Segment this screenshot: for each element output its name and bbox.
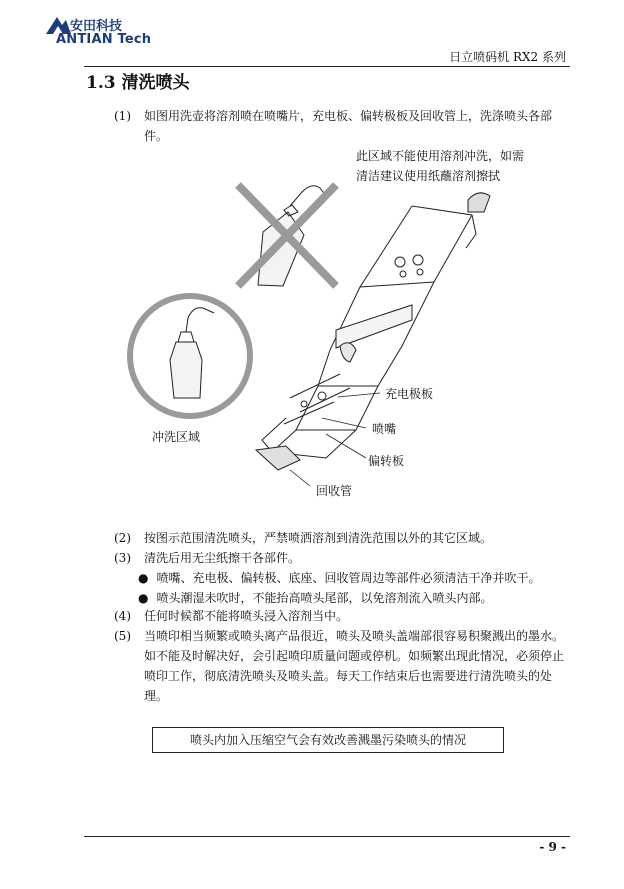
item-number: (5) xyxy=(114,629,131,643)
page-number: - 9 - xyxy=(539,840,566,854)
bullet-icon: ● xyxy=(138,591,149,605)
footer-divider xyxy=(84,836,570,837)
leader-lines xyxy=(290,393,380,486)
logo-english-text: ANTIAN Tech xyxy=(56,32,152,47)
prohibited-bottle-icon xyxy=(258,186,326,286)
no-solvent-zone-note xyxy=(356,146,524,186)
company-logo xyxy=(44,14,152,50)
note-line-1: 此区域不能使用溶剂冲洗，如需 xyxy=(356,149,525,163)
item-text: 清洗后用无尘纸擦干各部件。 xyxy=(144,551,301,565)
header-divider xyxy=(84,66,570,67)
gutter-label: 回收管 xyxy=(316,484,353,498)
bullet-text: 喷嘴、充电极、偏转极、底座、回收管周边等部件必须清洁干净并吹干。 xyxy=(156,571,541,585)
item-number: (3) xyxy=(114,551,131,565)
note-line-2: 清洁建议使用纸蘸溶剂擦拭 xyxy=(356,169,501,183)
instruction-item-2 xyxy=(114,528,570,548)
instruction-item-5 xyxy=(114,626,570,706)
document-title: 日立喷码机 RX2 系列 xyxy=(449,50,566,64)
item-text: 如图用洗壶将溶剂喷在喷嘴片，充电板、偏转极板及回收管上，洗涤喷头各部件。 xyxy=(144,109,553,143)
item-number: (2) xyxy=(114,531,131,545)
washing-bottle-icon xyxy=(170,308,214,398)
bullet-text: 喷头潮湿未吹时，不能抬高喷头尾部，以免溶剂流入喷头内部。 xyxy=(156,591,493,605)
section-title: 1.3 清洗喷头 xyxy=(86,73,190,93)
nozzle-label: 喷嘴 xyxy=(372,422,397,436)
item-text: 按图示范围清洗喷头，严禁喷洒溶剂到清洗范围以外的其它区域。 xyxy=(144,531,493,545)
instruction-item-1 xyxy=(114,106,570,146)
item-text: 任何时候都不能将喷头浸入溶剂当中。 xyxy=(144,609,349,623)
item-number: (4) xyxy=(114,609,131,623)
bullet-item-1 xyxy=(138,568,541,588)
wash-area-label: 冲洗区域 xyxy=(152,430,201,444)
bullet-item-2 xyxy=(138,588,493,608)
bullet-icon: ● xyxy=(138,571,149,585)
logo-chinese-text: 安田科技 xyxy=(70,19,123,34)
instruction-item-4 xyxy=(114,606,570,626)
item-number: (1) xyxy=(114,109,131,123)
item-text: 当喷印相当频繁或喷头离产品很近，喷头及喷头盖端部很容易积聚溅出的墨水。如不能及时解决好，会引起喷印质量问题或停机。如频繁出现此情况，必须停止喷印工作，彻底清洗喷头及喷头盖。每天工作结束后也需要进行清洗喷头的处理。 xyxy=(144,629,565,703)
cross-mark-icon xyxy=(238,185,336,286)
charge-plate-label: 充电极板 xyxy=(385,387,434,401)
instruction-item-3 xyxy=(114,548,570,568)
wash-area-circle xyxy=(130,296,250,416)
tip-box: 喷头内加入压缩空气会有效改善溅墨污染喷头的情况 xyxy=(152,727,504,753)
deflector-label: 偏转板 xyxy=(368,454,405,468)
